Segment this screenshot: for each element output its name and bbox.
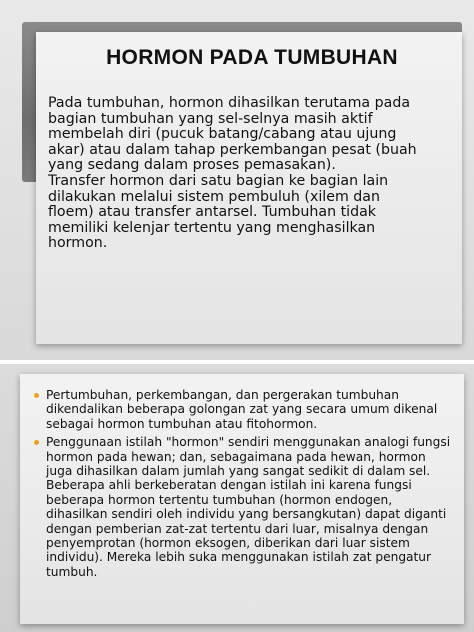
slide-body bbox=[48, 96, 428, 252]
bullet-icon bbox=[34, 440, 39, 445]
slide-2 bbox=[0, 364, 474, 632]
paragraph-1: Pada tumbuhan, hormon dihasilkan terutama pada bagian tumbuhan yang sel-selnya masih aktif membelah diri (pucuk batang/cabang atau ujung akar) atau dalam tahap perkembangan pesat (buah yang sedang dalam proses pemasakan). bbox=[48, 95, 417, 174]
list-item bbox=[34, 435, 454, 579]
paragraph-2: Transfer hormon dari satu bagian ke bagian lain dilakukan melalui sistem pembuluh (xilem dan floem) atau transfer antarsel. Tumbuhan tidak memiliki kelenjar tertentu yang menghasilkan hormon. bbox=[48, 172, 389, 252]
slide-title: HORMON PADA TUMBUHAN bbox=[106, 46, 398, 69]
content-card bbox=[20, 374, 464, 624]
content-card bbox=[36, 32, 462, 344]
list-item bbox=[34, 388, 454, 431]
bullet-list bbox=[34, 388, 454, 583]
bullet-text: Penggunaan istilah "hormon" sendiri menggunakan analogi fungsi hormon pada hewan; dan, sebagaimana pada hewan, hormon juga dihasilkan dalam jumlah yang sangat sedikit di dalam sel. Beberapa ahli berkeberatan dengan istilah ini karena fungsi beberapa hormon tertentu tumbuhan (hormon endogen, dihasilkan sendiri oleh individu yang bersangkutan) dapat diganti dengan pemberian zat-zat tertentu dari luar, misalnya dengan penyemprotan (hormon eksogen, diberikan dari luar sistem individu). Mereka lebih suka menggunakan istilah zat pengatur tumbuh. bbox=[46, 435, 451, 579]
bullet-icon bbox=[34, 393, 39, 398]
bullet-text: Pertumbuhan, perkembangan, dan pergerakan tumbuhan dikendalikan beberapa golongan zat yang secara umum dikenal sebagai hormon tumbuhan atau fitohormon. bbox=[46, 388, 438, 431]
